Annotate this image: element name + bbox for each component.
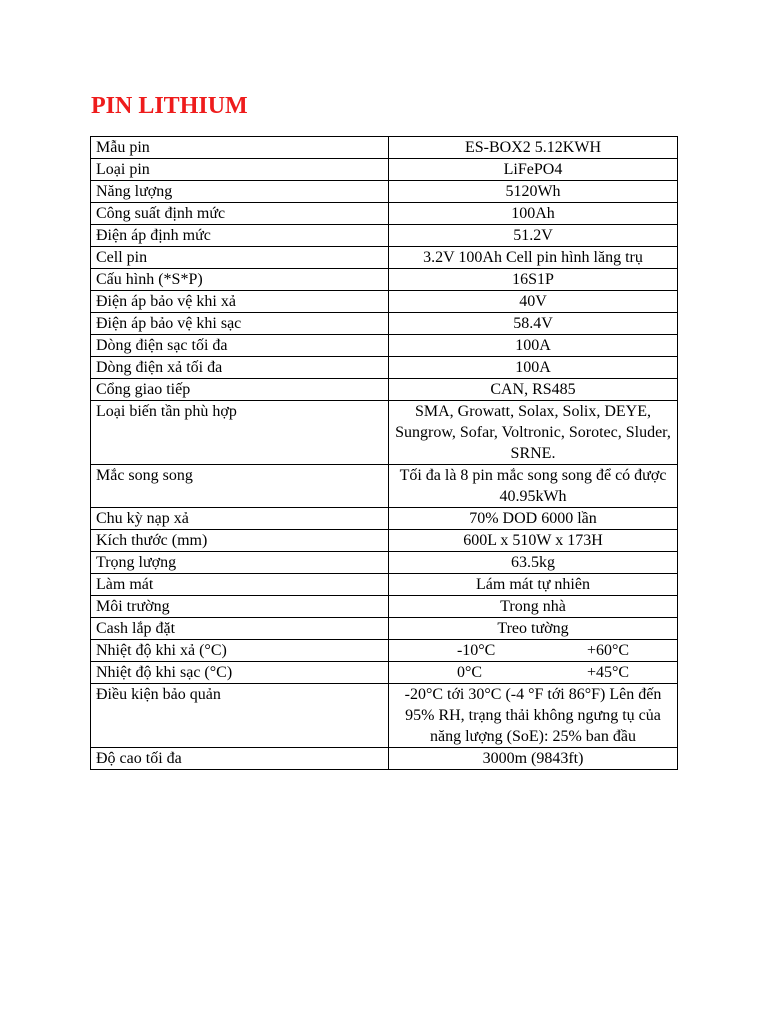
row-value: 100A xyxy=(389,357,678,379)
row-label: Năng lượng xyxy=(91,181,389,203)
row-value: SMA, Growatt, Solax, Solix, DEYE, Sungrow, Sofar, Voltronic, Sorotec, Sluder, SRNE. xyxy=(389,401,678,465)
table-row xyxy=(91,203,678,225)
row-label: Làm mát xyxy=(91,574,389,596)
row-value: Tối đa là 8 pin mắc song song để có được 40.95kWh xyxy=(389,465,678,508)
table-row xyxy=(91,574,678,596)
row-label: Điện áp định mức xyxy=(91,225,389,247)
row-value: 100Ah xyxy=(389,203,678,225)
row-label: Môi trường xyxy=(91,596,389,618)
row-label: Nhiệt độ khi sạc (°C) xyxy=(91,662,389,684)
value-min: -10°C xyxy=(456,642,496,659)
table-row xyxy=(91,269,678,291)
table-row xyxy=(91,662,678,684)
table-row xyxy=(91,618,678,640)
row-value: Lám mát tự nhiên xyxy=(389,574,678,596)
table-row xyxy=(91,137,678,159)
row-label: Chu kỳ nạp xả xyxy=(91,508,389,530)
row-label: Điều kiện bảo quản xyxy=(91,684,389,748)
table-row xyxy=(91,465,678,508)
table-row xyxy=(91,684,678,748)
value-max: +45°C xyxy=(586,664,630,681)
row-label: Dòng điện sạc tối đa xyxy=(91,335,389,357)
row-label: Cash lắp đặt xyxy=(91,618,389,640)
row-value: 63.5kg xyxy=(389,552,678,574)
row-label: Công suất định mức xyxy=(91,203,389,225)
row-label: Điện áp bảo vệ khi sạc xyxy=(91,313,389,335)
value-min: 0°C xyxy=(456,664,483,681)
row-value: 100A xyxy=(389,335,678,357)
table-row xyxy=(91,401,678,465)
row-label: Dòng điện xả tối đa xyxy=(91,357,389,379)
table-row xyxy=(91,159,678,181)
row-value: 16S1P xyxy=(389,269,678,291)
row-value: CAN, RS485 xyxy=(389,379,678,401)
table-row xyxy=(91,508,678,530)
row-value: 5120Wh xyxy=(389,181,678,203)
row-label: Độ cao tối đa xyxy=(91,748,389,770)
row-value: 51.2V xyxy=(389,225,678,247)
table-row xyxy=(91,379,678,401)
table-row xyxy=(91,335,678,357)
row-label: Loại pin xyxy=(91,159,389,181)
spec-table xyxy=(90,136,678,770)
row-label: Nhiệt độ khi xả (°C) xyxy=(91,640,389,662)
row-value: 58.4V xyxy=(389,313,678,335)
row-label: Kích thước (mm) xyxy=(91,530,389,552)
row-label: Trọng lượng xyxy=(91,552,389,574)
row-value: Treo tường xyxy=(389,618,678,640)
table-row xyxy=(91,357,678,379)
row-value: Trong nhà xyxy=(389,596,678,618)
row-label: Điện áp bảo vệ khi xả xyxy=(91,291,389,313)
page-title: PIN LITHIUM xyxy=(91,93,248,119)
table-row xyxy=(91,530,678,552)
row-value-range xyxy=(389,662,678,684)
row-value: 600L x 510W x 173H xyxy=(389,530,678,552)
table-row xyxy=(91,748,678,770)
row-label: Cổng giao tiếp xyxy=(91,379,389,401)
table-row xyxy=(91,552,678,574)
table-row xyxy=(91,181,678,203)
row-label: Mẫu pin xyxy=(91,137,389,159)
row-value: 3.2V 100Ah Cell pin hình lăng trụ xyxy=(389,247,678,269)
table-row xyxy=(91,313,678,335)
row-value: 40V xyxy=(389,291,678,313)
table-row xyxy=(91,640,678,662)
table-row xyxy=(91,225,678,247)
row-value-range xyxy=(389,640,678,662)
table-row xyxy=(91,291,678,313)
row-label: Loại biến tần phù hợp xyxy=(91,401,389,465)
row-value: -20°C tới 30°C (-4 °F tới 86°F) Lên đến 95% RH, trạng thải không ngưng tụ của năng lượng (SoE): 25% ban đầu xyxy=(389,684,678,748)
row-value: 3000m (9843ft) xyxy=(389,748,678,770)
row-label: Cấu hình (*S*P) xyxy=(91,269,389,291)
value-max: +60°C xyxy=(586,642,630,659)
row-value: ES-BOX2 5.12KWH xyxy=(389,137,678,159)
row-value: LiFePO4 xyxy=(389,159,678,181)
row-label: Cell pin xyxy=(91,247,389,269)
row-value: 70% DOD 6000 lần xyxy=(389,508,678,530)
row-label: Mắc song song xyxy=(91,465,389,508)
table-row xyxy=(91,247,678,269)
table-row xyxy=(91,596,678,618)
